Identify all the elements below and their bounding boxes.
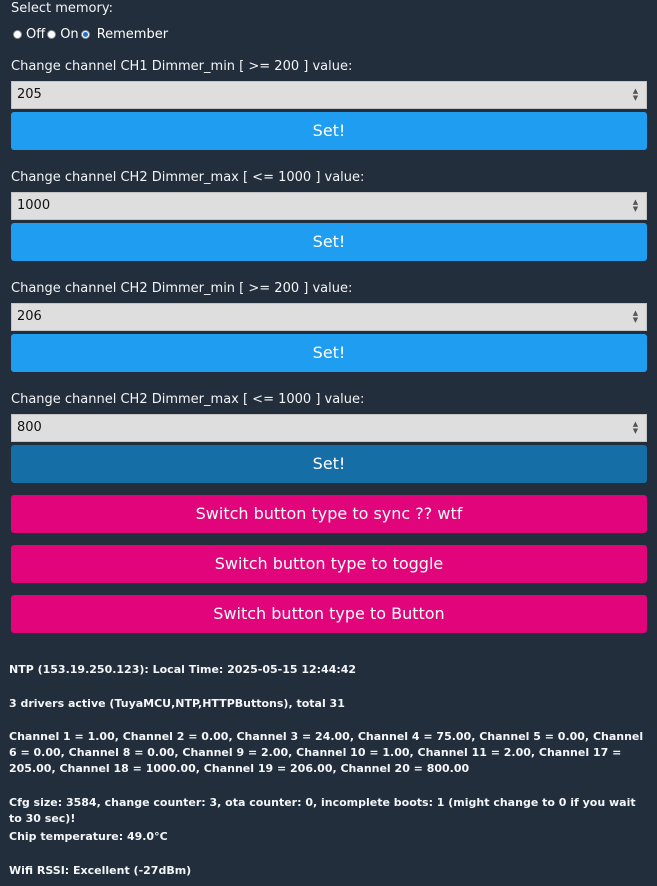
spinner-icon[interactable]: ▲ ▼ — [632, 420, 639, 435]
dimmer-4-set-button[interactable]: Set! — [11, 445, 647, 483]
radio-off[interactable] — [13, 30, 22, 39]
switch-type-toggle-button[interactable]: Switch button type to toggle — [11, 545, 647, 583]
dimmer-2-label: Change channel CH2 Dimmer_max [ <= 1000 ] value: — [11, 170, 365, 185]
drivers-status: 3 drivers active (TuyaMCU,NTP,HTTPButtons), total 31 — [9, 697, 345, 710]
radio-remember[interactable] — [81, 30, 90, 39]
radio-on[interactable] — [47, 30, 56, 39]
radio-off-label[interactable]: Off — [26, 26, 46, 42]
dimmer-4-input[interactable] — [11, 414, 647, 442]
spinner-icon[interactable]: ▲ ▼ — [632, 309, 639, 324]
wifi-rssi: Wifi RSSI: Excellent (-27dBm) — [9, 864, 192, 877]
spinner-icon[interactable]: ▲ ▼ — [632, 198, 639, 213]
dimmer-1-value: 205 — [17, 87, 42, 102]
dimmer-3-input[interactable] — [11, 303, 647, 331]
ntp-status: NTP (153.19.250.123): Local Time: 2025-05-15 12:44:42 — [9, 663, 357, 676]
dimmer-1-label: Change channel CH1 Dimmer_min [ >= 200 ] value: — [11, 59, 353, 74]
dimmer-1-set-button[interactable]: Set! — [11, 112, 647, 150]
cfg-status: Cfg size: 3584, change counter: 3, ota counter: 0, incomplete boots: 1 (might change to 0 if you wait to 30 sec)! — [9, 796, 636, 825]
dimmer-4-value: 800 — [17, 420, 42, 435]
chip-temperature: Chip temperature: 49.0°C — [9, 830, 168, 843]
memory-label: Select memory: — [11, 1, 113, 16]
radio-on-label[interactable]: On — [60, 26, 79, 42]
memory-radio-group — [13, 25, 170, 43]
dimmer-3-set-button[interactable]: Set! — [11, 334, 647, 372]
dimmer-4-label: Change channel CH2 Dimmer_max [ <= 1000 ] value: — [11, 392, 365, 407]
dimmer-3-label: Change channel CH2 Dimmer_min [ >= 200 ] value: — [11, 281, 353, 296]
spinner-icon[interactable]: ▲ ▼ — [632, 87, 639, 102]
dimmer-3-value: 206 — [17, 309, 42, 324]
switch-type-sync-button[interactable]: Switch button type to sync ?? wtf — [11, 495, 647, 533]
dimmer-2-input[interactable] — [11, 192, 647, 220]
radio-remember-label[interactable]: Remember — [96, 26, 169, 42]
switch-type-button-button[interactable]: Switch button type to Button — [11, 595, 647, 633]
dimmer-2-value: 1000 — [17, 198, 51, 213]
dimmer-2-set-button[interactable]: Set! — [11, 223, 647, 261]
channels-status: Channel 1 = 1.00, Channel 2 = 0.00, Channel 3 = 24.00, Channel 4 = 75.00, Channel 5 = 0.00, Channel 6 = 0.00, Channel 8 = 0.00, Channel 9 = 2.00, Channel 10 = 1.00, Channel 11 = 2.00, Channel 17 = 205.00, Channel 18 = 1000.00, Channel 19 = 206.00, Channel 20 = 800.00 — [9, 730, 644, 775]
dimmer-1-input[interactable] — [11, 81, 647, 109]
